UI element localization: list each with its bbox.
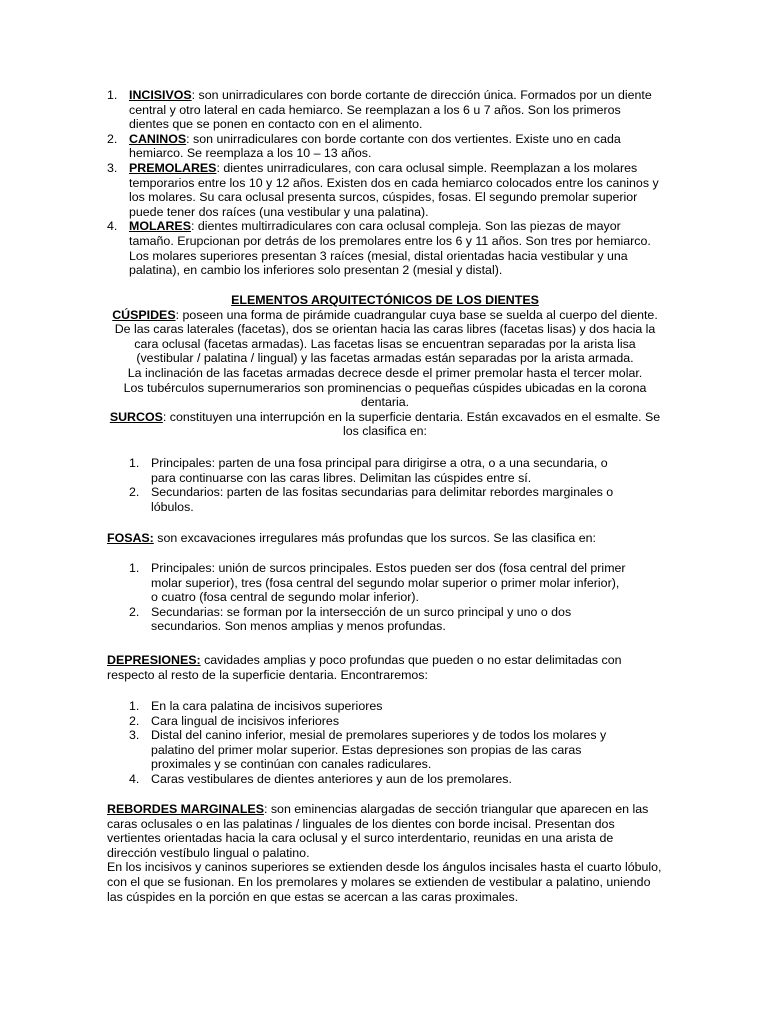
term-depresiones: DEPRESIONES:: [107, 653, 201, 667]
term-surcos: SURCOS: [109, 409, 163, 424]
list-item: [129, 485, 629, 514]
cuspides-inclination-line: La inclinación de las facetas armadas decrece desde el primer premolar hasta el tercer molar.: [127, 365, 643, 380]
rebordes-definition: [107, 802, 663, 860]
surcos-paragraph: [107, 410, 663, 439]
list-item-text: Secundarias: se forman por la intersección de un surco principal y uno o dos secundarios. Son menos amplias y menos profundas.: [151, 604, 572, 634]
definition-cuspides: : poseen una forma de pirámide cuadrangular cuya base se suelda al cuerpo del diente. De las caras laterales (facetas), dos se orientan hacia las caras libres (facetas lisas) y dos hacia la cara oclusal (facetas armadas). Las facetas lisas se encuentran separadas por la arista lisa (vestibular / palatina / lingual) y las facetas armadas están separadas por la arista armada.: [114, 307, 658, 366]
list-number: 4.: [107, 219, 118, 234]
definition-caninos: : son unirradiculares con borde cortante con dos vertientes. Existe uno en cada hemiarco. Se reemplaza a los 10 – 13 años.: [129, 131, 621, 161]
section-title: ELEMENTOS ARQUITECTÓNICOS DE LOS DIENTES: [231, 293, 539, 307]
list-item: [129, 714, 629, 729]
list-item-incisivos: [107, 88, 663, 132]
list-item-text: Secundarios: parten de las fositas secundarias para delimitar rebordes marginales o lóbulos.: [151, 485, 614, 514]
list-item-text: Principales: unión de surcos principales. Estos pueden ser dos (fosa central del primer molar superior), tres (fosa central del segundo molar superior o primer molar inferior), o cuatro (fosa central de segundo molar inferior).: [151, 561, 626, 605]
list-item-premolares: [107, 161, 663, 219]
teeth-types-list: [107, 88, 663, 278]
list-number: 1.: [107, 88, 118, 102]
list-item-text: En la cara palatina de incisivos superiores: [151, 699, 383, 713]
rebordes-extension-text: En los incisivos y caninos superiores se extienden desde los ángulos incisales hasta el cuarto lóbulo, con el que se fusionan. En los premolares y molares se extienden de vestibular a palatino, uniendo las cúspides en la porción en que estas se acercan a las caras proximales.: [107, 860, 662, 904]
list-number: 2.: [129, 485, 140, 500]
term-molares: MOLARES: [129, 219, 191, 234]
list-item: [129, 699, 629, 714]
surcos-list: [129, 456, 629, 514]
term-rebordes-marginales: REBORDES MARGINALES: [107, 802, 264, 816]
cuspides-paragraph: [107, 308, 663, 366]
list-item-text: Caras vestibulares de dientes anteriores y aun de los premolares.: [151, 771, 512, 786]
definition-surcos: : constituyen una interrupción en la superficie dentaria. Están excavados en el esmalte. Se los clasifica en:: [162, 409, 661, 439]
list-item-text: Principales: parten de una fosa principal para dirigirse a otra, o a una secundaria, o para continuarse con las caras libres. Delimitan las cúspides entre sí.: [151, 456, 608, 485]
list-number: 2.: [129, 713, 140, 728]
list-number: 3.: [107, 160, 118, 175]
term-premolares: PREMOLARES: [129, 160, 217, 175]
cuspides-tubercles-line: Los tubérculos supernumerarios son prominencias o pequeñas cúspides ubicadas en la corona dentaria.: [123, 380, 647, 410]
list-item: [129, 561, 629, 605]
list-number: 2.: [107, 131, 118, 146]
definition-premolares: : dientes unirradiculares, con cara oclusal simple. Reemplazan a los molares temporarios entre los 10 y 12 años. Existen dos en cada hemiarco colocados entre los caninos y los molares. Su cara oclusal presenta surcos, cúspides, fosas. El segundo premolar superior puede tener dos raíces (una vestibular y una palatina).: [129, 160, 659, 219]
list-number: 1.: [129, 561, 140, 575]
list-item: [129, 456, 629, 485]
list-item-text: Cara lingual de incisivos inferiores: [151, 713, 340, 728]
depresiones-paragraph: [107, 653, 663, 682]
list-number: 1.: [129, 456, 140, 470]
term-fosas: FOSAS:: [107, 531, 154, 545]
term-incisivos: INCISIVOS: [129, 88, 192, 102]
definition-molares: : dientes multirradiculares con cara oclusal compleja. Son las piezas de mayor tamaño. Erupcionan por detrás de los premolares entre los 6 y 11 años. Son tres por hemiarco. Los molares superiores presentan 3 raíces (mesial, distal orientadas hacia vestibular y una palatina), en cambio los inferiores solo presentan 2 (mesial y distal).: [129, 219, 651, 278]
definition-incisivos: : son unirradiculares con borde cortante de dirección única. Formados por un diente central y otro lateral en cada hemiarco. Se reemplazan a los 6 u 7 años. Son los primeros dientes que se ponen en contacto con en el alimento.: [129, 88, 652, 132]
definition-depresiones: cavidades amplias y poco profundas que pueden o no estar delimitadas con respecto al resto de la superficie dentaria. Encontraremos:: [107, 653, 622, 682]
fosas-paragraph: [107, 531, 663, 546]
list-number: 4.: [129, 771, 140, 786]
list-number: 1.: [129, 699, 140, 713]
fosas-list: [129, 561, 629, 634]
list-item-text: Distal del canino inferior, mesial de premolares superiores y de todos los molares y palatino del primer molar superior. Estas depresiones son propias de las caras proximales y se continúan con canales radiculares.: [151, 728, 607, 772]
rebordes-paragraph: [107, 802, 663, 904]
list-item-molares: [107, 219, 663, 277]
term-caninos: CANINOS: [129, 131, 187, 146]
list-item: [129, 728, 629, 772]
term-cuspides: CÚSPIDES: [112, 307, 176, 322]
definition-fosas: son excavaciones irregulares más profundas que los surcos. Se las clasifica en:: [153, 531, 596, 545]
list-number: 2.: [129, 604, 140, 619]
definition-rebordes: : son eminencias alargadas de sección triangular que aparecen en las caras oclusales o en las palatinas / linguales de los dientes con borde incisal. Presentan dos vertientes orientadas hacia la cara oclusal y el surco interdentario, reunidas en una arista de dirección vestíbulo lingual o palatino.: [107, 802, 649, 860]
list-item: [129, 772, 629, 787]
architectural-elements-section: [107, 293, 663, 439]
list-item-caninos: [107, 132, 663, 161]
list-number: 3.: [129, 728, 140, 743]
list-item: [129, 605, 629, 634]
depresiones-list: [129, 699, 629, 787]
